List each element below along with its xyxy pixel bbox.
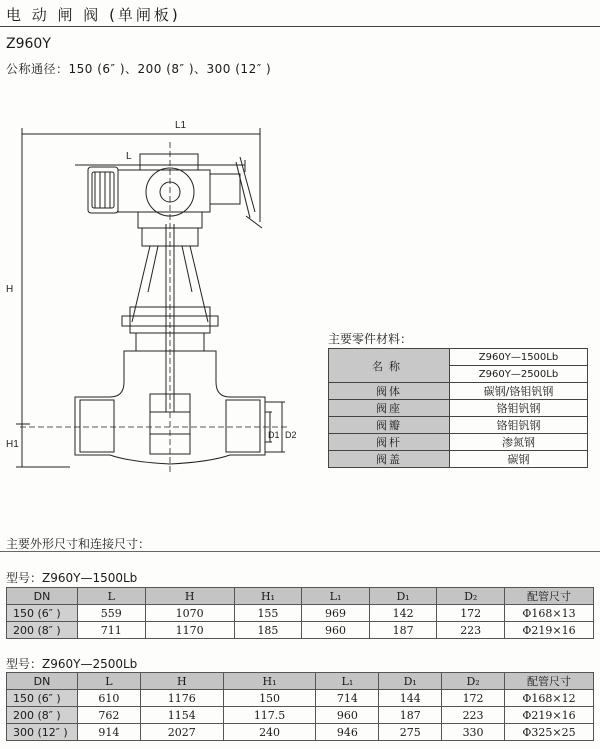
dimensions-heading: 主要外形尺寸和连接尺寸： [6,537,151,551]
cell: 172 [437,605,505,622]
col-header: L₁ [316,673,379,690]
dim-label-l1: L1 [175,120,187,131]
col-header: H₁ [234,588,302,605]
table-1500-label: 型号：Z960Y—1500Lb [6,571,138,585]
cell: 185 [234,622,302,639]
cell-dn: 150 (6″ ) [7,605,78,622]
col-header: L [78,673,141,690]
col-header: H₁ [223,673,316,690]
col-header: 配管尺寸 [505,673,594,690]
col-header: D₁ [369,588,437,605]
materials-table [328,348,588,468]
col-header: L₁ [302,588,370,605]
col-header: DN [7,588,78,605]
cell-dn: 200 (8″ ) [7,707,78,724]
cell: 2027 [140,724,223,741]
dimensions-divider [0,551,600,552]
materials-name-header: 名称 [329,349,450,383]
model-number: Z960Y [6,36,51,52]
title-divider [0,26,600,27]
table-row [329,417,588,434]
table-row [329,400,588,417]
cell: Φ219×16 [505,622,594,639]
col-header: 配管尺寸 [505,588,594,605]
part-material: 渗氮钢 [450,434,588,451]
dim-label-h1: H1 [6,439,19,450]
cell: Φ325×25 [505,724,594,741]
materials-heading: 主要零件材料： [328,332,413,346]
cell: 150 [223,690,316,707]
cell: 969 [302,605,370,622]
cell: 960 [316,707,379,724]
cell: 1070 [145,605,234,622]
cell: 330 [442,724,505,741]
part-name: 阀座 [329,400,450,417]
part-name: 阀盖 [329,451,450,468]
cell: 610 [78,690,141,707]
cell: 187 [379,707,442,724]
cell: 1170 [145,622,234,639]
cell: 714 [316,690,379,707]
table-row [7,724,594,741]
part-material: 铬钼钒钢 [450,400,588,417]
table-row [7,605,594,622]
cell: 559 [78,605,146,622]
col-header: D₂ [437,588,505,605]
cell: 187 [369,622,437,639]
cell: 223 [437,622,505,639]
page-title: 电 动 闸 阀 (单闸板) [6,6,181,24]
cell: 946 [316,724,379,741]
cell: 142 [369,605,437,622]
cell: Φ219×16 [505,707,594,724]
cell: Φ168×13 [505,605,594,622]
cell: 914 [78,724,141,741]
dim-label-d2: D2 [285,430,297,440]
table-row [7,622,594,639]
table-2500-label: 型号：Z960Y—2500Lb [6,657,138,671]
cell: 117.5 [223,707,316,724]
col-header: D₁ [379,673,442,690]
dim-label-l: L [126,151,132,162]
table-row [329,434,588,451]
dim-label-h: H [6,284,14,295]
cell: 711 [78,622,146,639]
part-material: 铬钼钒钢 [450,417,588,434]
col-header: L [78,588,146,605]
part-material: 碳钢/铬钼钒钢 [450,383,588,400]
dimensions-table-1500 [6,587,594,639]
col-header: H [145,588,234,605]
part-name: 阀体 [329,383,450,400]
cell: 172 [442,690,505,707]
table-row [329,451,588,468]
cell: Φ168×12 [505,690,594,707]
dim-label-d1: D1 [268,430,280,440]
cell: 275 [379,724,442,741]
materials-model1-header: Z960Y—1500Lb [450,349,588,366]
cell: 155 [234,605,302,622]
cell-dn: 200 (8″ ) [7,622,78,639]
table-row [7,690,594,707]
col-header: H [140,673,223,690]
cell: 1154 [140,707,223,724]
nominal-diameters: 公称通径：150 (6″ )、200 (8″ )、300 (12″ ) [6,62,272,76]
cell-dn: 300 (12″ ) [7,724,78,741]
cell: 223 [442,707,505,724]
cell: 762 [78,707,141,724]
valve-drawing [0,112,320,492]
table-header-row [7,673,594,690]
dimensions-table-2500 [6,672,594,741]
part-material: 碳钢 [450,451,588,468]
cell: 1176 [140,690,223,707]
cell-dn: 150 (6″ ) [7,690,78,707]
col-header: DN [7,673,78,690]
cell: 144 [379,690,442,707]
table-row [7,707,594,724]
cell: 960 [302,622,370,639]
materials-model2-header: Z960Y—2500Lb [450,366,588,383]
table-header-row [7,588,594,605]
table-row [329,383,588,400]
col-header: D₂ [442,673,505,690]
cell: 240 [223,724,316,741]
part-name: 阀杆 [329,434,450,451]
part-name: 阀瓣 [329,417,450,434]
